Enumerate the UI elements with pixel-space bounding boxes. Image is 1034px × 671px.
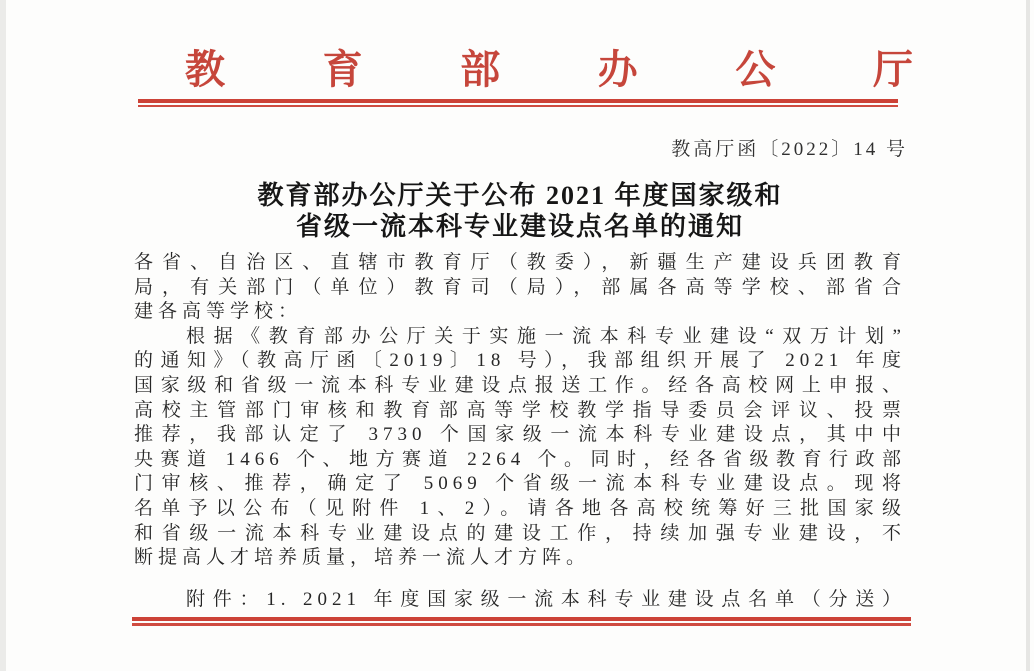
body-line: 和省级一流本科专业建设点的建设工作，持续加强专业建设，不 [134,522,906,544]
agency-char: 办 [597,47,638,92]
body-line: 名单予以公布（见附件 1、2）。请各地各高校统筹好三批国家级 [134,497,906,519]
body-line: 根据《教育部办公厅关于实施一流本科专业建设“双万计划” [186,325,906,347]
body-line: 门审核、推荐，确定了 5069 个省级一流本科专业建设点。现将 [134,473,906,495]
body-line: 央赛道 1466 个、地方赛道 2264 个。同时，经各省级教育行政部 [134,448,906,470]
document-body [134,251,906,571]
masthead-double-rule [138,99,898,107]
document-title-line-1: 教育部办公厅关于公布 2021 年度国家级和 [257,181,783,210]
body-line: 国家级和省级一流本科专业建设点报送工作。经各高校网上申报、 [134,374,906,396]
agency-char: 公 [735,47,776,92]
agency-char: 育 [322,47,363,92]
body-line: 高校主管部门审核和教育部高等学校教学指导委员会评议、投票 [134,399,906,421]
page-left-edge [0,0,6,671]
document-title-line-2: 省级一流本科专业建设点名单的通知 [295,212,744,241]
page-right-edge [1026,0,1030,671]
body-line: 的通知》（教高厅函〔2019〕18 号），我部组织开展了 2021 年度 [134,350,906,372]
salutation-line: 局，有关部门（单位）教育司（局），部属各高等学校、部省合 [134,276,906,298]
agency-char: 部 [460,47,501,92]
footer-double-rule [132,617,911,626]
attachment-line: 附件：1. 2021 年度国家级一流本科专业建设点名单（分送） [186,589,906,610]
agency-char: 教 [185,47,225,92]
document-title [120,180,920,242]
agency-char: 厅 [872,47,913,92]
document-number: 教高厅函〔2022〕14 号 [671,139,908,160]
salutation-line: 各省、自治区、直辖市教育厅（教委），新疆生产建设兵团教育 [134,252,906,273]
salutation-line: 建各高等学校： [134,301,303,323]
agency-masthead [185,49,913,91]
body-line: 断提高人才培养质量，培养一流人才方阵。 [134,547,591,569]
body-line: 推荐，我部认定了 3730 个国家级一流本科专业建设点，其中中 [134,424,906,446]
